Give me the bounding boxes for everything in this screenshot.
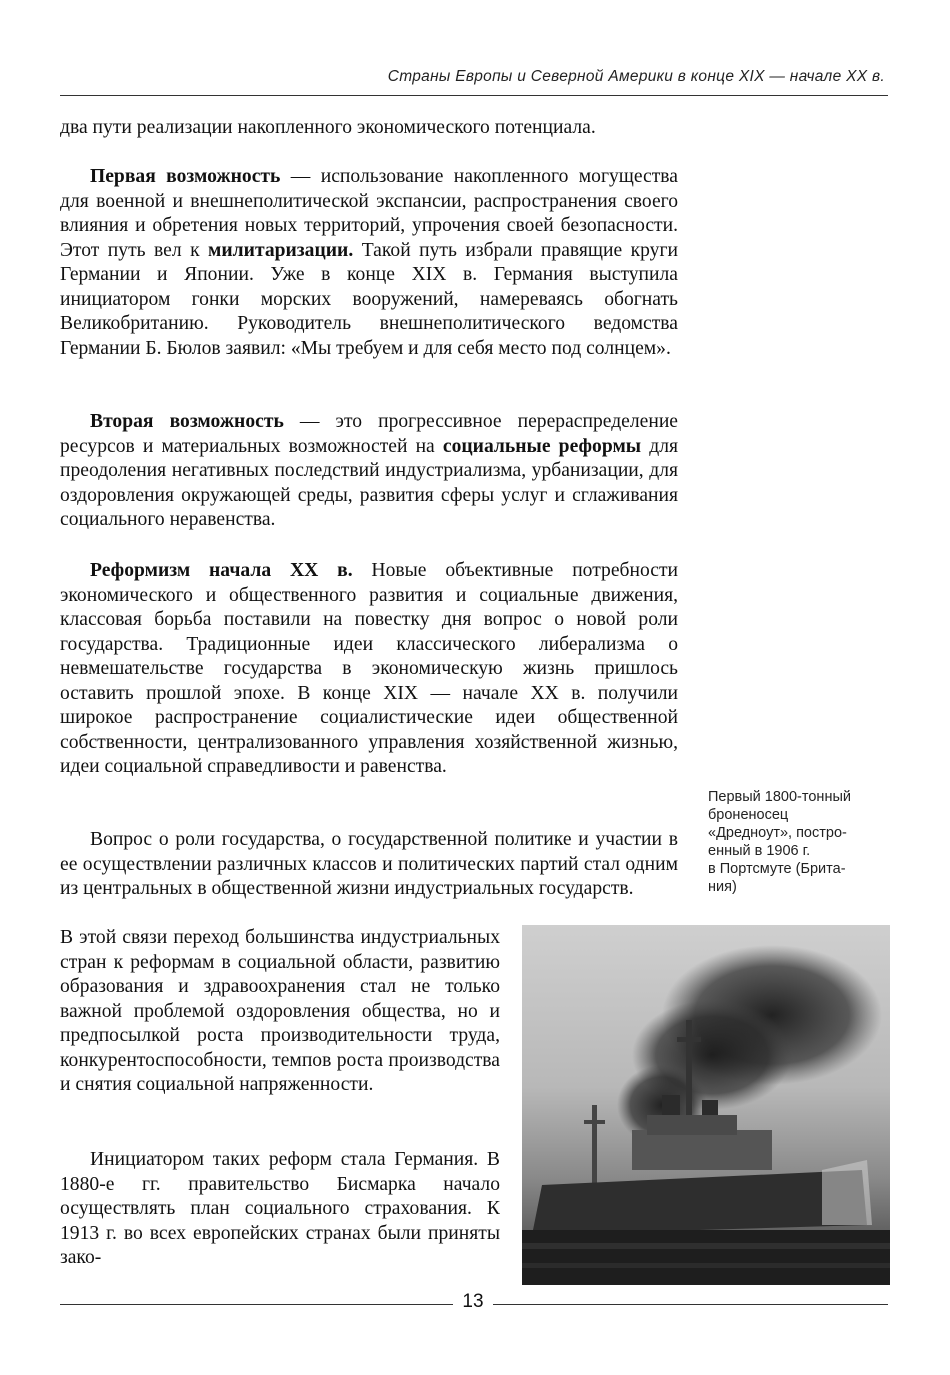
- first-option-text-a: — использование накопленного могущества для военной и внешнеполитической экспансии, распространения своего влияния и обретения новых территорий, упрочения своей безопасности. Этот путь вел к: [60, 166, 678, 261]
- paragraph-social-sphere: В этой связи переход большинства индустриальных стран к реформам в социальной области, развитию образования и здравоохранения стал не только важной проблемой оздоровления общества, но и предпосылкой роста производительности труда, конкурентоспособности, темпов роста производства и снятия социальной напряженности.: [60, 927, 500, 1095]
- caption-line: ния): [708, 879, 737, 895]
- term-first-option: Первая возможность: [90, 166, 281, 187]
- second-option-text-a: — это прогрессивное перераспределение ресурсов и материальных возможностей на: [60, 411, 679, 457]
- figure-caption: [708, 788, 888, 896]
- term-militarization: милитаризации.: [208, 239, 354, 261]
- caption-line: Первый 1800-тонный: [708, 789, 851, 805]
- caption-line: броненосец: [708, 807, 789, 823]
- reformism-text: Новые объективные потребности экономического и общественного развития и социальные движения, классовая борьба поставили на повестку дня вопрос о новой роли государства. Традиционные идеи классического либерализма о невмешательстве государства в экономическую жизнь пришлось оставить прошлой эпохе. В конце XIX — начале XX в. получили широкое распространение социалистические идеи общественной собственности, централизованного управления хозяйственной жизнью, идеи социальной справедливости и равенства.: [60, 560, 678, 777]
- term-second-option: Вторая возможность: [90, 411, 284, 432]
- dreadnought-photo: [522, 925, 890, 1285]
- second-option-text-b: для преодоления негативных последствий индустриализма, урбанизации, для оздоровления окружающей среды, развития сферы услуг и сглаживания социального неравенства.: [60, 435, 678, 530]
- caption-line: «Дредноут», постро-: [708, 825, 847, 841]
- footer-rule-right: [493, 1304, 888, 1305]
- term-reformism: Реформизм начала XX в.: [90, 560, 353, 581]
- paragraph-state-role: Вопрос о роли государства, о государственной политике и участии в ее осуществлении различных классов и политических партий стал одним из центральных в общественной жизни индустриальных государств.: [60, 829, 678, 899]
- paragraph-reformism: [60, 559, 678, 780]
- caption-line: в Портсмуте (Брита-: [708, 861, 846, 877]
- paragraph-second-option: [60, 410, 678, 533]
- caption-line: енный в 1906 г.: [708, 843, 811, 859]
- header-rule: [60, 95, 888, 96]
- paragraph-intro: два пути реализации накопленного экономического потенциала.: [60, 117, 596, 138]
- running-title: Страны Европы и Северной Америки в конце XIX — начале XX в.: [387, 68, 885, 85]
- term-social-reforms: социальные реформы: [442, 435, 642, 457]
- first-option-text-b: Такой путь избрали правящие круги Германии и Японии. Уже в конце XIX в. Германия выступила инициатором гонки морских вооружений, намереваясь обогнать Великобританию. Руководитель внешнеполитического ведомства Германии Б. Бюлов заявил: «Мы требуем и для себя место под солнцем».: [60, 239, 678, 359]
- paragraph-first-option: [60, 165, 678, 361]
- page-number: 13: [462, 1291, 484, 1312]
- paragraph-germany: Инициатором таких реформ стала Германия. В 1880-е гг. правительство Бисмарка начало осуществлять план социального страхования. К 1913 г. во всех европейских странах были приняты зако-: [60, 1149, 500, 1268]
- footer-rule-left: [60, 1304, 453, 1305]
